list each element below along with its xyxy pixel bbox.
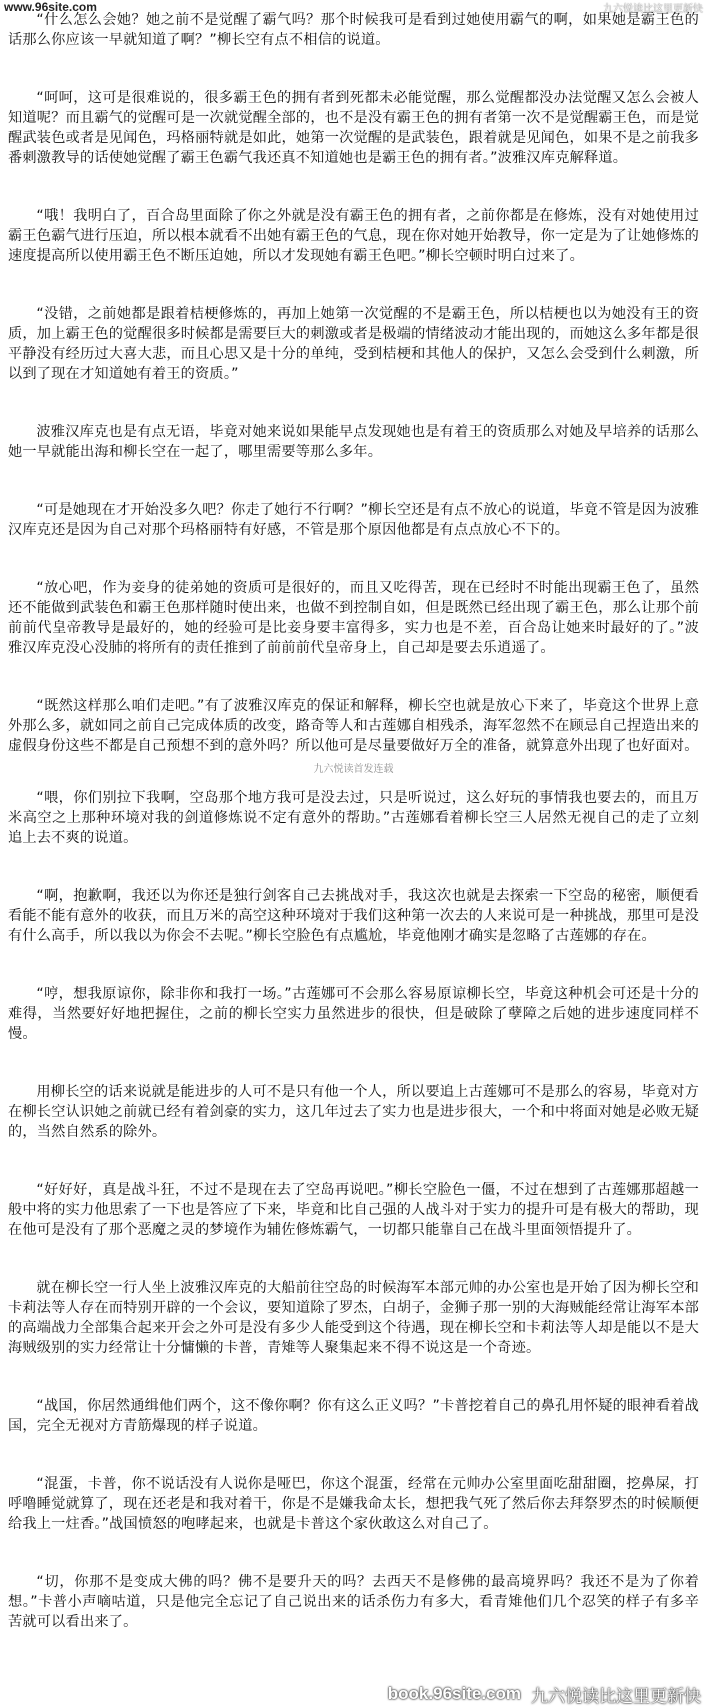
paragraph: “没错，之前她都是跟着桔梗修炼的，再加上她第一次觉醒的不是霸王色，所以桔梗也以为她没有王的资质，加上霸王色的觉醒很多时候都是需要巨大的刺激或者是极端的情绪波动才能出现的，而她这么多年都是很平静没有经历过大喜大悲，而且心思又是十分的单纯，受到桔梗和其他人的保护，又怎么会受到什么刺激，所以到了现在才知道她有着王的资质。” bbox=[8, 306, 699, 382]
paragraph: “切，你那不是变成大佛的吗？佛不是要升天的吗？去西天不是修佛的最高境界吗？我还不是为了你着想。”卡普小声嘀咕道，只是他完全忘记了自己说出来的话杀伤力有多大，看青雉他们几个忍笑的样子有多辛苦就可以看出来了。 bbox=[8, 1574, 699, 1630]
footer-watermark bbox=[0, 1680, 707, 1708]
paragraph: 波雅汉库克也是有点无语，毕竟对她来说如果能早点发现她也是有着王的资质那么对她及早培养的话那么她一早就能出海和柳长空在一起了，哪里需要等那么多年。 bbox=[8, 424, 699, 460]
paragraph: 就在柳长空一行人坐上波雅汉库克的大船前往空岛的时候海军本部元帅的办公室也是开始了因为柳长空和卡莉法等人存在而特别开辟的一个会议，要知道除了罗杰，白胡子，金狮子那一别的大海贼能经常让海军本部的高端战力全部集合起来开会之外可是没有多少人能受到这个待遇，现在柳长空和卡莉法等人却是能以不是大海贼级别的实力经常让十分慵懒的卡普，青雉等人聚集起来不得不说这是一个奇迹。 bbox=[8, 1280, 699, 1356]
paragraph: “哼，想我原谅你，除非你和我打一场。”古莲娜可不会那么容易原谅柳长空，毕竟这种机会可还是十分的难得，当然要好好地把握住，之前的柳长空实力虽然进步的很快，但是破除了孽障之后她的进步速度同样不慢。 bbox=[8, 986, 699, 1042]
paragraph: “呵呵，这可是很难说的，很多霸王色的拥有者到死都未必能觉醒，那么觉醒都没办法觉醒又怎么会被人知道呢？而且霸气的觉醒可是一次就觉醒全部的，也不是没有霸王色的拥有者第一次不是觉醒霸王色，而是觉醒武装色或者是见闻色，玛格丽特就是如此，她第一次觉醒的是武装色，跟着就是见闻色，如果不是之前我多番刺激教导的话使她觉醒了霸王色霸气我还真不知道她也是霸王色的拥有者。”波雅汉库克解释道。 bbox=[8, 90, 699, 166]
paragraph: “喂，你们别拉下我啊，空岛那个地方我可是没去过，只是听说过，这么好玩的事情我也要去的，而且万米高空之上那种环境对我的剑道修炼说不定有意外的帮助。”古莲娜看着柳长空三人居然无视自己的走了立刻追上去不爽的说道。 bbox=[8, 790, 699, 846]
slogan-watermark-top: 九六悦读比这里更新快 bbox=[603, 4, 703, 15]
paragraph: “放心吧，作为妾身的徒弟她的资质可是很好的，而且又吃得苦，现在已经时不时能出现霸王色了，虽然还不能做到武装色和霸王色那样随时使出来，也做不到控制自如，但是既然已经出现了霸王色，那么让那个前前前代皇帝教导是最好的，她的经验可是比妾身要丰富得多，实力也是不差，百合岛让她来时最好的了。”波雅汉库克没心没肺的将所有的责任推到了前前前代皇帝身上，自己却是要去乐逍遥了。 bbox=[8, 580, 699, 656]
paragraph: “啊，抱歉啊，我还以为你还是独行剑客自己去挑战对手，我这次也就是去探索一下空岛的秘密，顺便看看能不能有意外的收获，而且万米的高空这种环境对于我们这种第一次去的人来说可是一种挑战，那里可是没有什么高手，所以我以为你会不去呢。”柳长空脸色有点尴尬，毕竟他刚才确实是忽略了古莲娜的存在。 bbox=[8, 888, 699, 944]
site-watermark-top: www.96site.com bbox=[4, 0, 97, 14]
footer-slogan-watermark: 九六悦读比这里更新快 bbox=[531, 1686, 701, 1707]
footer-url-watermark: book.96site.com bbox=[387, 1684, 521, 1703]
paragraph: “可是她现在才开始没多久吧？你走了她行不行啊？”柳长空还是有点不放心的说道，毕竟不管是因为波雅汉库克还是因为自己对那个玛格丽特有好感，不管是那个原因他都是有点点放心不下的。 bbox=[8, 502, 699, 538]
paragraph: 用柳长空的话来说就是能进步的人可不是只有他一个人，所以要追上古莲娜可不是那么的容易，毕竟对方在柳长空认识她之前就已经有着剑豪的实力，这几年过去了实力也是进步很大，一个和中将面对她是必败无疑的，当然自然系的除外。 bbox=[8, 1084, 699, 1140]
article-body bbox=[8, 10, 699, 1670]
paragraph: “战国，你居然通缉他们两个，这不像你啊？你有这么正义吗？”卡普挖着自己的鼻孔用怀疑的眼神看着战国，完全无视对方青筋爆现的样子说道。 bbox=[8, 1398, 699, 1434]
mid-watermark: 九六悦读首发连载 bbox=[313, 764, 394, 775]
paragraph: “好好好，真是战斗狂，不过不是现在去了空岛再说吧。”柳长空脸色一僵，不过在想到了古莲娜那超越一般中将的实力他思索了一下也是答应了下来，毕竟和比自己强的人战斗对于实力的提升可是有极大的帮助，现在他可是没有了那个恶魔之灵的梦境作为辅佐修炼霸气，一切都只能靠自己在战斗里面领悟提升了。 bbox=[8, 1182, 699, 1238]
paragraph: “什么怎么会她？她之前不是觉醒了霸气吗？那个时候我可是看到过她使用霸气的啊，如果她是霸王色的话那么你应该一早就知道了啊？”柳长空有点不相信的说道。 bbox=[8, 12, 699, 48]
paragraph: “混蛋，卡普，你不说话没有人说你是哑巴，你这个混蛋，经常在元帅办公室里面吃甜甜圈，挖鼻屎，打呼噜睡觉就算了，现在还老是和我对着干，你是不是嫌我命太长，想把我气死了然后你去拜祭罗杰的时候顺便给我上一炷香。”战国愤怒的咆哮起来，也就是卡普这个家伙敢这么对自己了。 bbox=[8, 1476, 699, 1532]
paragraph: “哦！我明白了，百合岛里面除了你之外就是没有霸王色的拥有者，之前你都是在修炼，没有对她使用过霸王色霸气进行压迫，所以根本就看不出她有霸王色的气息，现在你对她开始教导，你一定是为了让她修炼的速度提高所以使用霸王色不断压迫她，所以才发现她有霸王色吧。”柳长空顿时明白过来了。 bbox=[8, 208, 699, 264]
paragraph: “既然这样那么咱们走吧。”有了波雅汉库克的保证和解释，柳长空也就是放心下来了，毕竟这个世界上意外那么多，就如同之前自己完成体质的改变，路奇等人和古莲娜自相残杀，海军忽然不在顾忌自己捏造出来的虚假身份这些不都是自己预想不到的意外吗？所以他可是尽量要做好万全的准备，就算意外出现了也好面对。 bbox=[8, 698, 699, 754]
